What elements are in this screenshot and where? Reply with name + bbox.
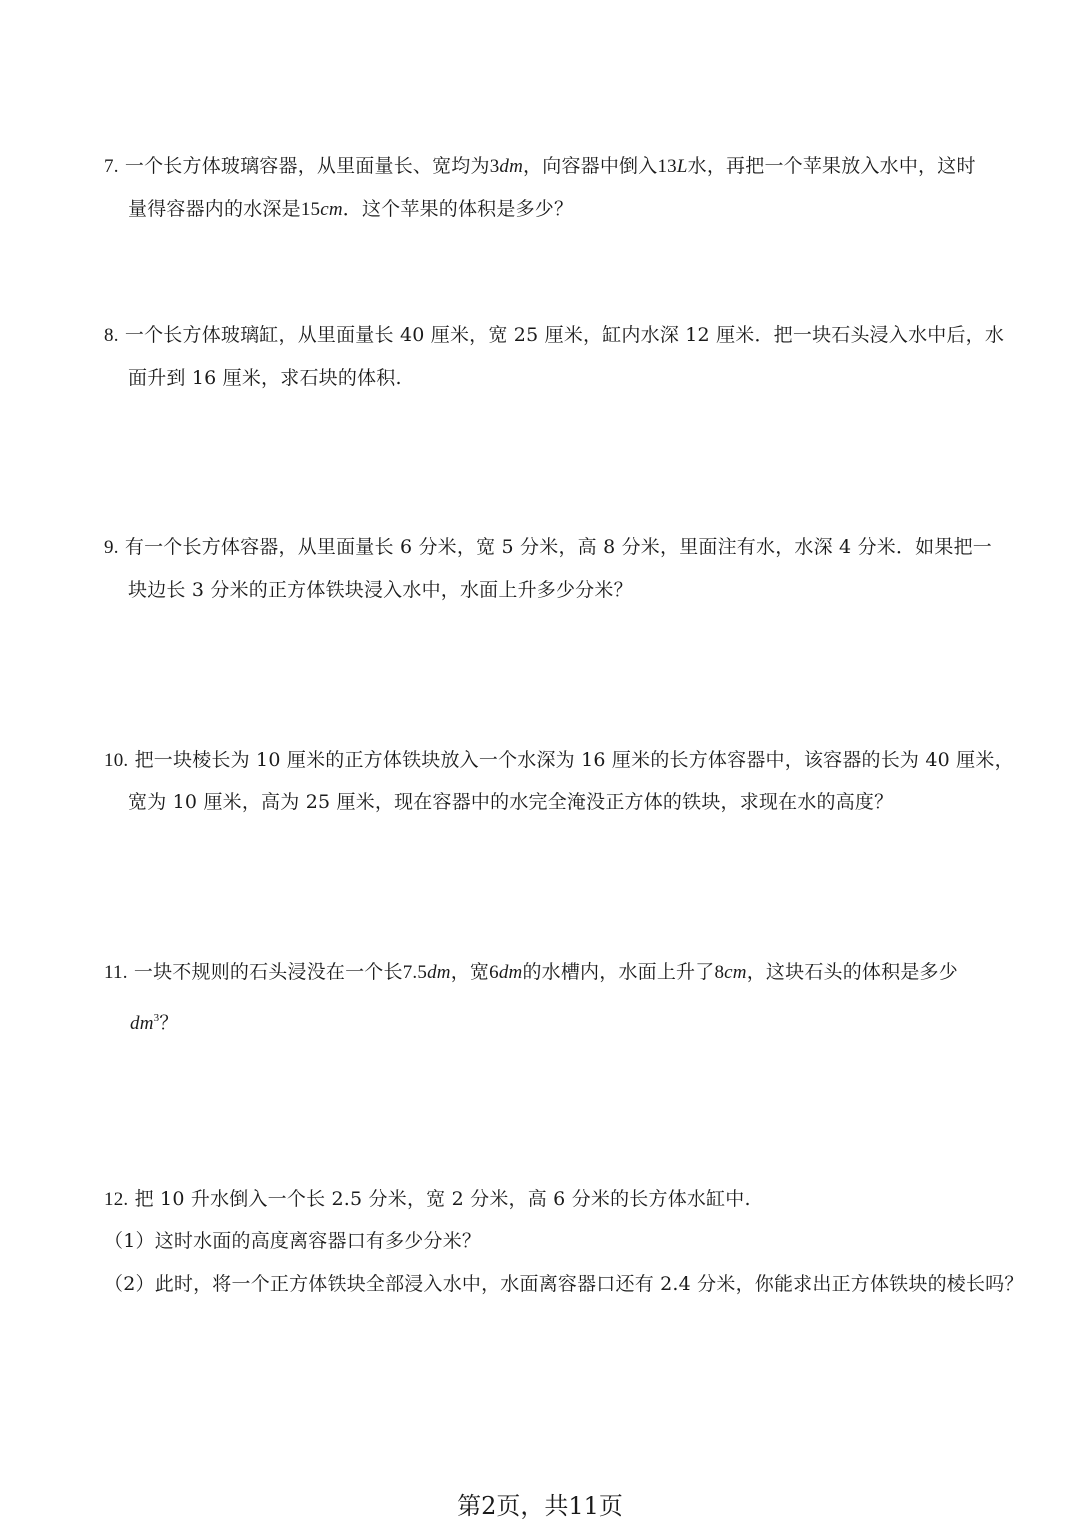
question-9-number: 9. — [104, 537, 119, 558]
question-11-line-2 — [130, 1010, 179, 1037]
question-11-line-1 — [104, 959, 958, 986]
question-11-text: ？ — [159, 1012, 179, 1034]
question-12-text: 把 10 升水倒入一个长 2.5 分米，宽 2 分米，高 6 分米的长方体水缸中. — [134, 1188, 751, 1210]
value: 8 — [714, 962, 725, 983]
question-7-number: 7. — [104, 156, 119, 177]
question-10-line-2 — [128, 789, 893, 815]
unit: L — [676, 156, 688, 177]
question-11-text: 的水槽内，水面上升了 — [522, 961, 715, 983]
value: 6 — [489, 962, 499, 983]
question-10-number: 10. — [104, 750, 129, 771]
question-12-part-2 — [104, 1271, 1024, 1297]
question-7-text: 一个长方体玻璃容器，从里面量长、宽均为 — [124, 155, 490, 177]
question-11-number: 11. — [104, 962, 128, 983]
question-12-part-1 — [104, 1228, 481, 1254]
unit: cm — [320, 199, 343, 220]
question-7-line-2 — [128, 196, 573, 223]
question-12-number: 12. — [104, 1189, 129, 1210]
question-7-line-1 — [104, 153, 976, 180]
question-11-text: ，宽 — [450, 961, 490, 983]
question-10-text: 把一块棱长为 10 厘米的正方体铁块放入一个水深为 16 厘米的长方体容器中，该容器的长为 40 厘米， — [134, 749, 1014, 771]
question-8-text: 一个长方体玻璃缸，从里面量长 40 厘米，宽 25 厘米，缸内水深 12 厘米．把一块石头浸入水中后，水 — [124, 324, 1005, 346]
question-8-text: 面升到 16 厘米，求石块的体积. — [128, 367, 402, 389]
unit: dm — [499, 156, 524, 177]
question-9-line-2 — [128, 577, 633, 603]
question-12-part-text: （1）这时水面的高度离容器口有多少分米？ — [104, 1230, 482, 1252]
question-12-part-text: （2）此时，将一个正方体铁块全部浸入水中，水面离容器口还有 2.4 分米，你能求出正方体铁块的棱长吗？ — [104, 1273, 1024, 1295]
question-9-line-1 — [104, 534, 992, 561]
unit: dm — [130, 1013, 154, 1034]
question-11-text: ，这块石头的体积是多少 — [746, 961, 958, 983]
exponent: 3 — [153, 1012, 160, 1024]
question-12-line-1 — [104, 1186, 751, 1213]
question-9-text: 有一个长方体容器，从里面量长 6 分米，宽 5 分米，高 8 分米，里面注有水，水深 4 分米．如果把一 — [124, 536, 992, 558]
question-8-number: 8. — [104, 325, 119, 346]
value: 3 — [489, 156, 500, 177]
page-footer: 第2页，共11页 — [457, 1492, 623, 1520]
question-10-line-1 — [104, 747, 1014, 774]
unit: dm — [427, 962, 451, 983]
question-7-text: 量得容器内的水深是 — [128, 198, 301, 220]
question-10-text: 宽为 10 厘米，高为 25 厘米，现在容器中的水完全淹没正方体的铁块，求现在水的高度？ — [128, 791, 894, 813]
question-11-text: 一块不规则的石头浸没在一个长 — [133, 961, 403, 983]
value: 15 — [300, 199, 321, 220]
question-8-line-1 — [104, 322, 1004, 349]
value: 7.5 — [402, 962, 428, 983]
question-8-line-2 — [128, 365, 402, 391]
unit: dm — [498, 962, 523, 983]
value: 13 — [657, 156, 677, 177]
unit: cm — [724, 962, 747, 983]
question-7-text: 水，再把一个苹果放入水中，这时 — [687, 155, 976, 177]
question-7-text: ．这个苹果的体积是多少？ — [342, 198, 574, 220]
question-7-text: ，向容器中倒入 — [523, 155, 658, 177]
question-9-text: 块边长 3 分米的正方体铁块浸入水中，水面上升多少分米？ — [128, 579, 633, 601]
